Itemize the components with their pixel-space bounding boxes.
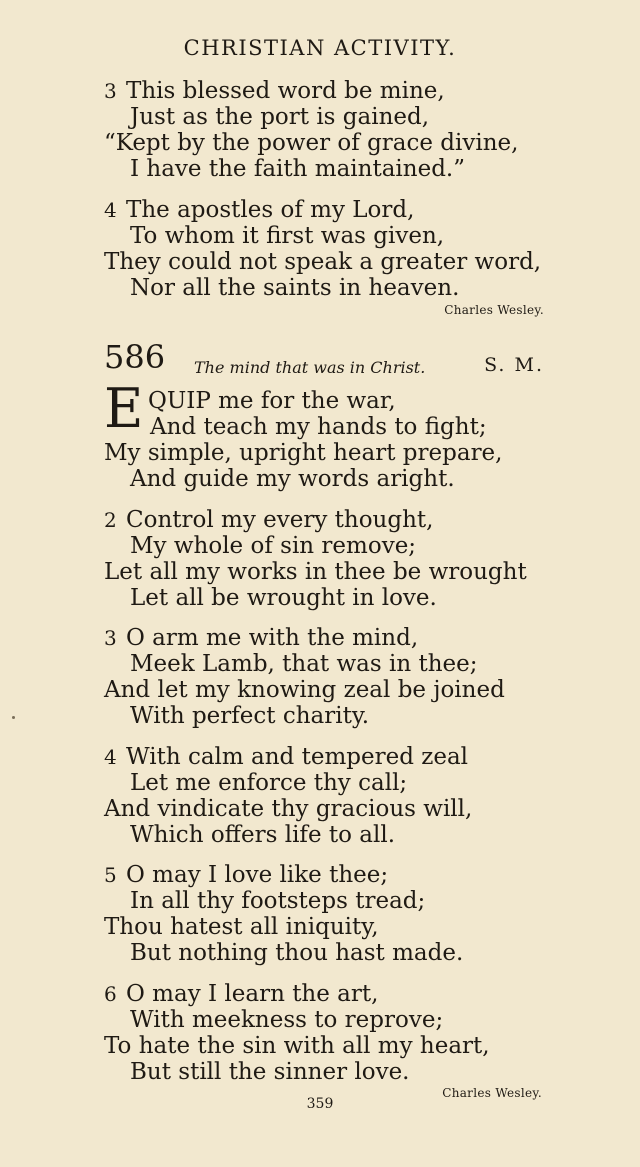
stanza-2 bbox=[0, 507, 640, 611]
drop-cap: E bbox=[104, 377, 144, 440]
verse-line: Let all my works in thee be wrought bbox=[104, 559, 527, 585]
verse-line: Thou hatest all iniquity, bbox=[104, 914, 379, 940]
verse-line: I have the faith maintained.” bbox=[130, 156, 465, 182]
page-number: 359 bbox=[306, 1096, 334, 1112]
verse-line: 4 The apostles of my Lord, bbox=[104, 197, 415, 223]
verse-line: Let me enforce thy call; bbox=[130, 770, 408, 796]
stanza-5 bbox=[0, 862, 640, 966]
verse-line: And teach my hands to fight; bbox=[150, 414, 487, 440]
stanza-number: 4 bbox=[104, 745, 117, 769]
stanza-number: 3 bbox=[104, 79, 117, 103]
hymn-meter: S. M. bbox=[484, 354, 544, 376]
verse-line: But nothing thou hast made. bbox=[130, 940, 464, 966]
stanza-4 bbox=[0, 744, 640, 848]
verse-line: QUIP me for the war, bbox=[148, 388, 396, 414]
verse-line: Just as the port is gained, bbox=[130, 104, 430, 130]
verse-line: And vindicate thy gracious will, bbox=[104, 796, 473, 822]
verse-line: 5 O may I love like thee; bbox=[104, 862, 389, 888]
verse-line: Let all be wrought in love. bbox=[130, 585, 437, 611]
stanza-number: 3 bbox=[104, 626, 117, 650]
verse-line: To hate the sin with all my heart, bbox=[104, 1033, 490, 1059]
verse-line: 3 O arm me with the mind, bbox=[104, 625, 419, 651]
verse-line: With meekness to reprove; bbox=[130, 1007, 444, 1033]
stanza-6 bbox=[0, 981, 640, 1085]
verse-line: 4 With calm and tempered zeal bbox=[104, 744, 469, 770]
verse-line: They could not speak a greater word, bbox=[104, 249, 542, 275]
paper-speck bbox=[12, 716, 15, 719]
prev-stanza-4 bbox=[0, 197, 640, 301]
verse-line: 3 This blessed word be mine, bbox=[104, 78, 445, 104]
verse-line: Nor all the saints in heaven. bbox=[130, 275, 460, 301]
stanza-3 bbox=[0, 625, 640, 729]
hymn-number: 586 bbox=[104, 338, 166, 376]
stanza-number: 6 bbox=[104, 982, 117, 1006]
verse-line: 6 O may I learn the art, bbox=[104, 981, 379, 1007]
stanza-number: 2 bbox=[104, 508, 117, 532]
verse-line: And let my knowing zeal be joined bbox=[104, 677, 505, 703]
stanza-1 bbox=[0, 388, 640, 492]
verse-line: To whom it first was given, bbox=[130, 223, 445, 249]
verse-line: “Kept by the power of grace divine, bbox=[104, 130, 519, 156]
prev-hymn-author: Charles Wesley. bbox=[444, 303, 544, 317]
stanza-number: 5 bbox=[104, 863, 117, 887]
hymn-heading bbox=[104, 338, 544, 378]
verse-line: With perfect charity. bbox=[130, 703, 370, 729]
prev-stanza-3 bbox=[0, 78, 640, 182]
verse-line: 2 Control my every thought, bbox=[104, 507, 434, 533]
verse-line: Meek Lamb, that was in thee; bbox=[130, 651, 478, 677]
verse-line: In all thy footsteps tread; bbox=[130, 888, 426, 914]
verse-line: My simple, upright heart prepare, bbox=[104, 440, 503, 466]
running-header: CHRISTIAN ACTIVITY. bbox=[183, 36, 457, 60]
verse-line: But still the sinner love. bbox=[130, 1059, 410, 1085]
verse-line: My whole of sin remove; bbox=[130, 533, 417, 559]
hymn-author: Charles Wesley. bbox=[442, 1086, 542, 1100]
verse-line: Which offers life to all. bbox=[130, 822, 396, 848]
hymn-title: The mind that was in Christ. bbox=[194, 358, 426, 377]
verse-line: And guide my words aright. bbox=[130, 466, 455, 492]
stanza-number: 4 bbox=[104, 198, 117, 222]
